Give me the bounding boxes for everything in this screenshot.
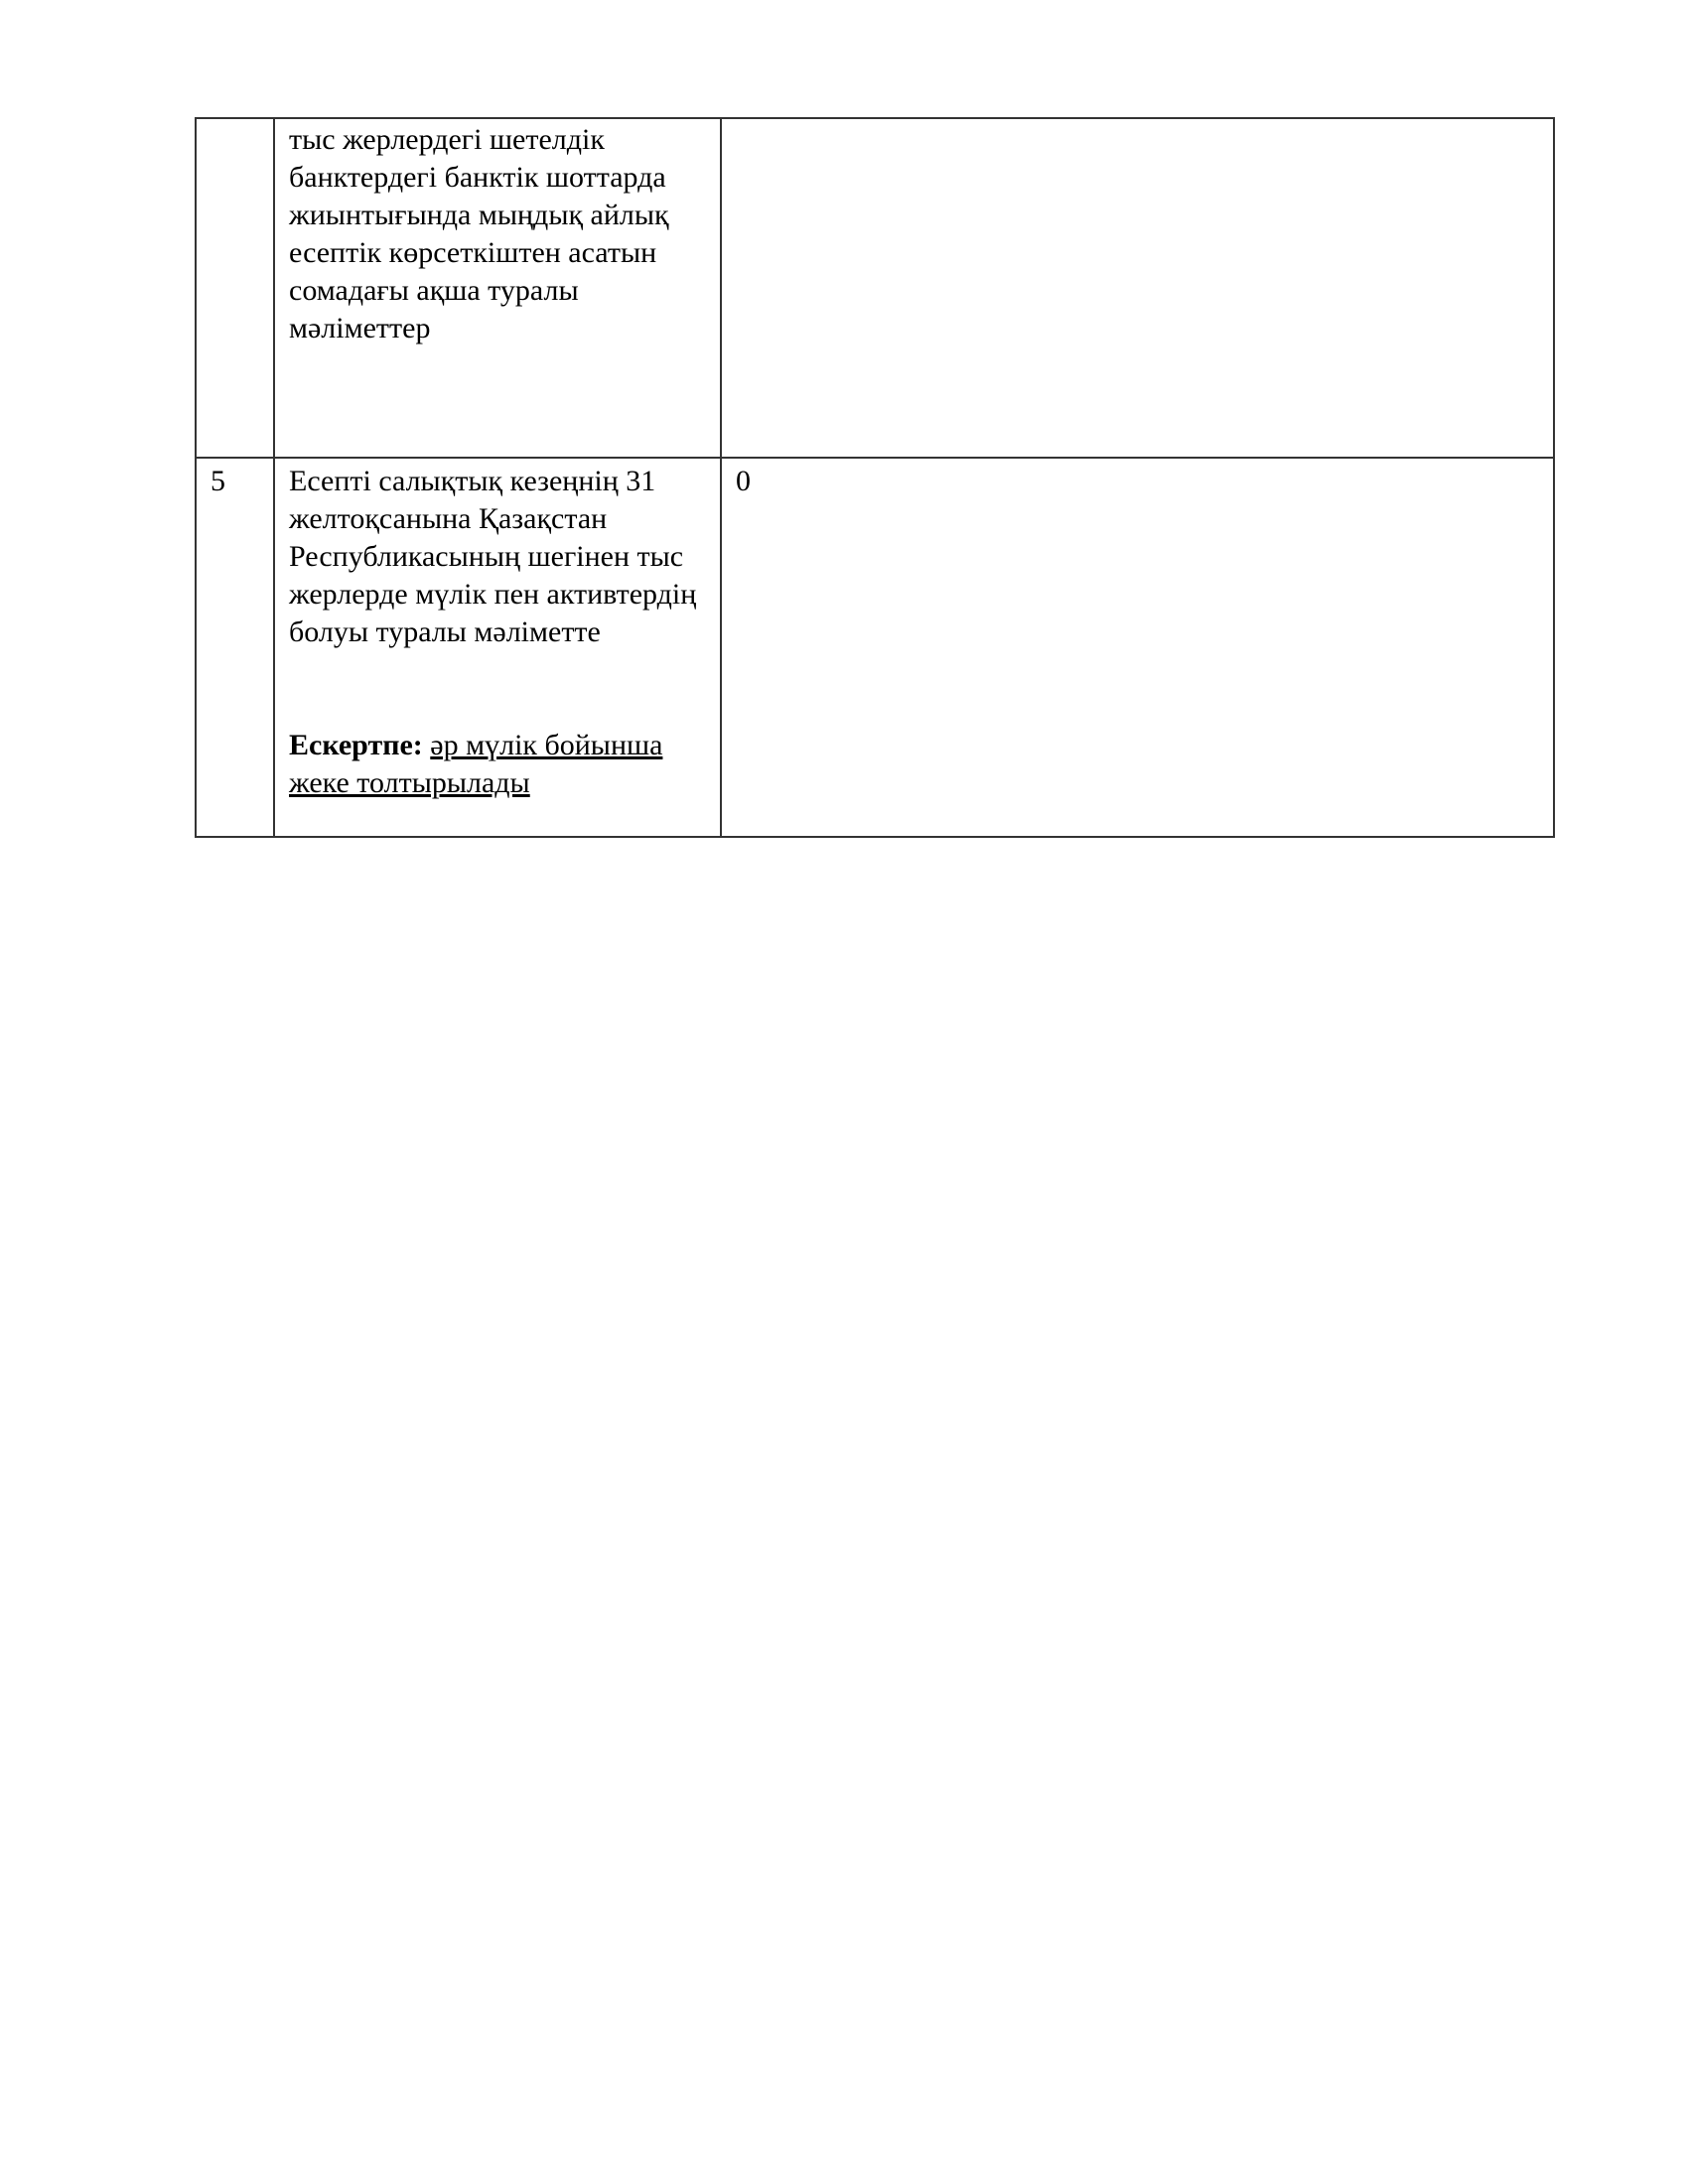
note-label: Ескертпе: bbox=[289, 729, 423, 761]
table-row bbox=[196, 118, 1554, 458]
table-row bbox=[196, 458, 1554, 837]
note-text: әр мүлік бойынша жеке толтырылады bbox=[289, 729, 663, 799]
row-description: Есепті салықтық кезеңнің 31 желтоқсанына Қазақстан Республикасының шегінен тыс жерлерде мүлік пен активтердің болуы туралы мәліметте bbox=[289, 465, 697, 648]
row-number-cell bbox=[196, 118, 274, 458]
row-description: тыс жерлердегі шетелдік банктердегі банктік шоттарда жиынтығында мыңдық айлық есептік көрсеткіштен асатын сомадағы ақша туралы мәліметтер bbox=[289, 123, 669, 344]
row-number-cell: 5 bbox=[196, 458, 274, 837]
row-note bbox=[289, 727, 706, 802]
row-value-cell bbox=[721, 118, 1554, 458]
row-value-cell: 0 bbox=[721, 458, 1554, 837]
row-description-cell bbox=[274, 118, 721, 458]
row-description-cell bbox=[274, 458, 721, 837]
declaration-table bbox=[195, 117, 1555, 838]
